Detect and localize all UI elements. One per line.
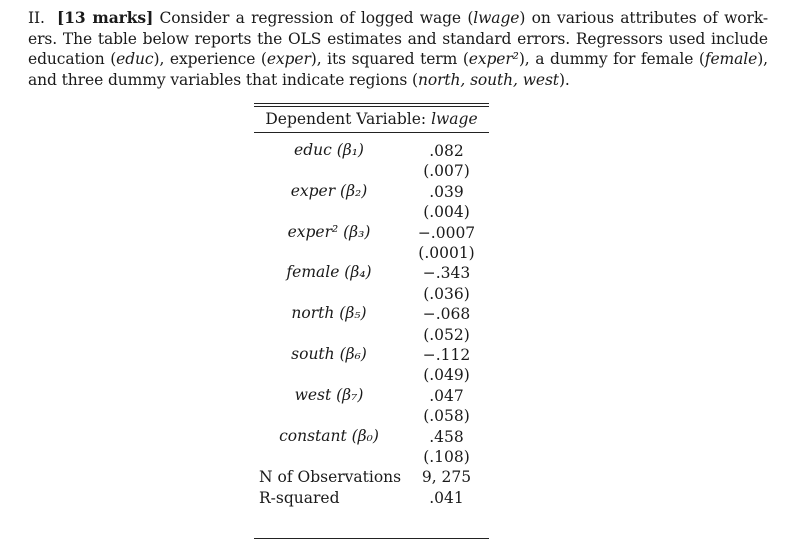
- question-text-part: Consider a regression of logged wage (: [153, 9, 474, 27]
- std-error: (.007): [423, 162, 470, 181]
- coef: −.112: [422, 345, 471, 364]
- std-error: (.108): [423, 447, 470, 466]
- std-error: (.004): [423, 203, 470, 222]
- n-observations-row: [254, 467, 489, 487]
- std-error: (.052): [423, 325, 470, 344]
- row-values: [404, 427, 489, 468]
- row-values: [404, 182, 489, 223]
- n-observations-value: 9, 275: [421, 468, 472, 487]
- var-educ: educ: [116, 50, 154, 68]
- table-row: [254, 345, 489, 386]
- question-text-part: ), and three dummy variables that indicate regions (: [28, 50, 768, 89]
- row-label: exper (β₂): [290, 181, 368, 200]
- row-label: west (β₇): [294, 385, 364, 404]
- coefficient-rows: [254, 141, 489, 467]
- question-text-part: ), a dummy for female (: [518, 50, 705, 68]
- row-values: [404, 223, 489, 264]
- coef: .082: [429, 142, 464, 160]
- question-text-part: ).: [558, 70, 570, 89]
- coef: −.068: [422, 305, 471, 324]
- coef: −.0007: [417, 223, 476, 242]
- table-row: [254, 223, 489, 264]
- table-summary: [254, 467, 489, 508]
- table-row: [254, 386, 489, 427]
- std-error: (.058): [423, 407, 470, 426]
- row-values: [404, 263, 489, 304]
- question-number: II.: [28, 9, 45, 27]
- header-var: lwage: [431, 110, 478, 128]
- header-prefix: Dependent Variable:: [265, 110, 432, 128]
- row-values: [404, 386, 489, 427]
- std-error: (.036): [423, 284, 470, 303]
- question-marks: [13 marks]: [57, 8, 154, 27]
- row-values: [404, 141, 489, 182]
- coef: .047: [429, 386, 464, 405]
- question-text: [28, 8, 768, 90]
- row-label: north (β₅): [291, 304, 367, 323]
- var-exper: exper: [266, 50, 311, 68]
- question-text-part: ), its squared term (: [310, 50, 469, 68]
- coef: −.343: [422, 264, 471, 283]
- table-row: [254, 263, 489, 304]
- row-label: educ (β₁): [294, 141, 364, 159]
- regression-table: [254, 103, 489, 508]
- r-squared-value: .041: [429, 488, 464, 507]
- row-label: south (β₆): [291, 344, 367, 363]
- question-text-part: ) on various attributes of work-ers. The table below reports the OLS estimates and standard errors. Regressors used include education (: [28, 9, 768, 68]
- coef: .458: [429, 427, 464, 446]
- r-squared-row: [254, 488, 489, 508]
- table-header: [254, 107, 489, 133]
- row-label: female (β₄): [286, 263, 372, 282]
- table-row: [254, 427, 489, 468]
- table-row: [254, 304, 489, 345]
- table-bottom-rule: [254, 538, 489, 539]
- std-error: (.0001): [418, 244, 475, 262]
- var-exper2: exper²: [468, 50, 519, 68]
- var-regions: north, south, west: [417, 70, 559, 89]
- table-row: [254, 182, 489, 223]
- var-lwage: lwage: [473, 9, 520, 27]
- r-squared-label: R-squared: [259, 488, 340, 507]
- row-label: constant (β₀): [279, 426, 379, 445]
- table-row: [254, 141, 489, 182]
- var-female: female: [704, 50, 758, 68]
- n-observations-label: N of Observations: [259, 468, 402, 487]
- std-error: (.049): [423, 366, 470, 385]
- coef: .039: [429, 182, 464, 201]
- row-values: [404, 345, 489, 386]
- question-text-part: ), experience (: [153, 50, 267, 68]
- row-values: [404, 304, 489, 345]
- row-label: exper² (β₃): [287, 222, 371, 241]
- question-paragraph: [28, 8, 768, 90]
